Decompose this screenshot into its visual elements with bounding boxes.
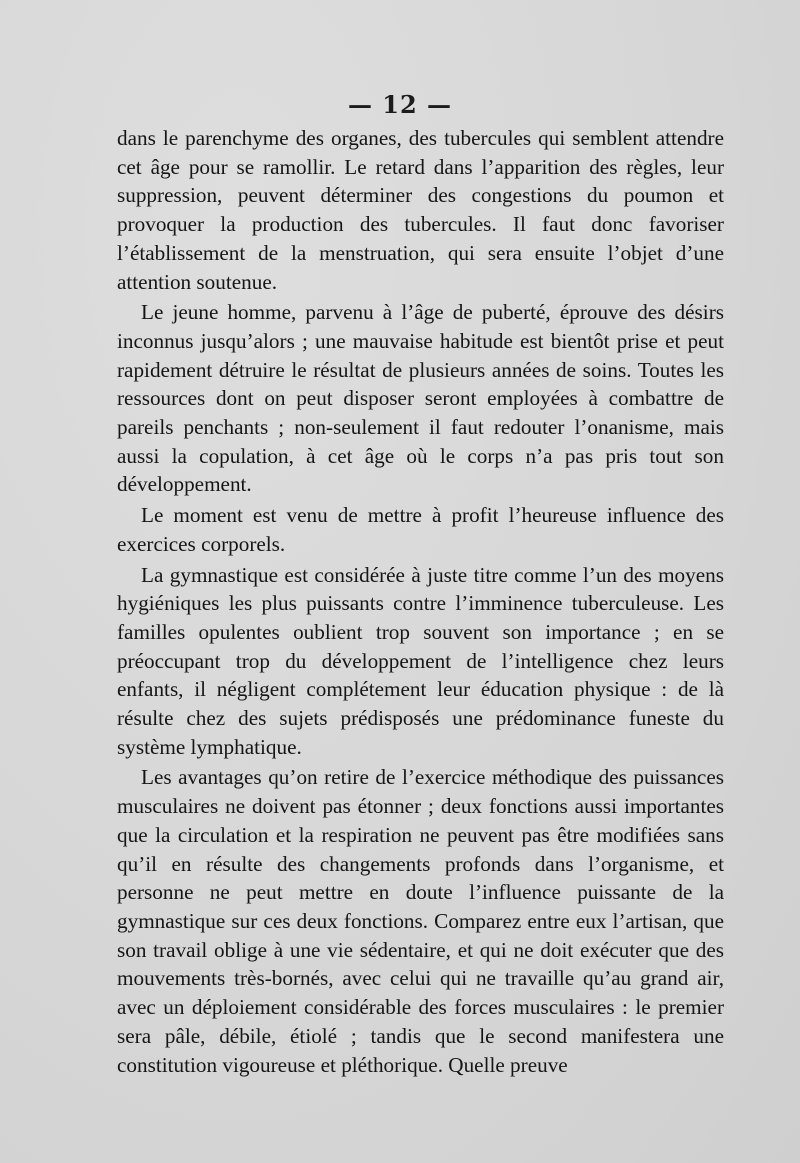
paragraph-puberty: Le jeune homme, parvenu à l’âge de puberté, éprouve des désirs inconnus jusqu’alors ; une mauvaise habitude est bientôt prise et peut rapidement détruire le résultat de plusieurs années de soins. Toutes les ressources dont on peut disposer seront employées à combattre de pareils penchants ; non-seulement il faut redouter l’onanisme, mais aussi la copulation, à cet âge où le corps n’a pas pris tout son développement. [117,300,724,497]
paragraph-advantages: Les avantages qu’on retire de l’exercice méthodique des puissances musculaires ne doivent pas étonner ; deux fonctions aussi importantes que la circulation et la respiration ne peuvent pas être modifiées sans qu’il en résulte des changements profonds dans l’organisme, et personne ne peut mettre en doute l’influence puissante de la gymnastique sur ces deux fonctions. Comparez entre eux l’artisan, que son travail oblige à une vie sédentaire, et qui ne doit exécuter que des mouvements très-bornés, avec celui qui ne travaille qu’au grand air, avec un déploiement considérable des forces musculaires : le premier sera pâle, débile, étiolé ; tandis que le second manifestera une constitution vigoureuse et pléthorique. Quelle preuve [117,765,724,1077]
paragraph-gymnastics: La gymnastique est considérée à juste titre comme l’un des moyens hygiéniques les plus puissants contre l’imminence tuberculeuse. Les familles opulentes oublient trop souvent son importance ; en se préoccupant trop du développement de l’intelligence chez leurs enfants, il négligent complétement leur éducation physique : de là résulte chez des sujets prédisposés une prédominance funeste du système lymphatique. [117,562,724,759]
body-text [117,124,724,1081]
page-number: — 12 — [347,90,453,119]
paragraph-exercise: Le moment est venu de mettre à profit l’heureuse influence des exercices corporels. [117,503,724,556]
paragraph-continuation: dans le parenchyme des organes, des tubercules qui semblent attendre cet âge pour se ramollir. Le retard dans l’apparition des règles, leur suppression, peuvent déterminer des congestions du poumon et provoquer la production des tubercules. Il faut donc favoriser l’établissement de la menstruation, qui sera ensuite l’objet d’une attention soutenue. [117,126,724,294]
